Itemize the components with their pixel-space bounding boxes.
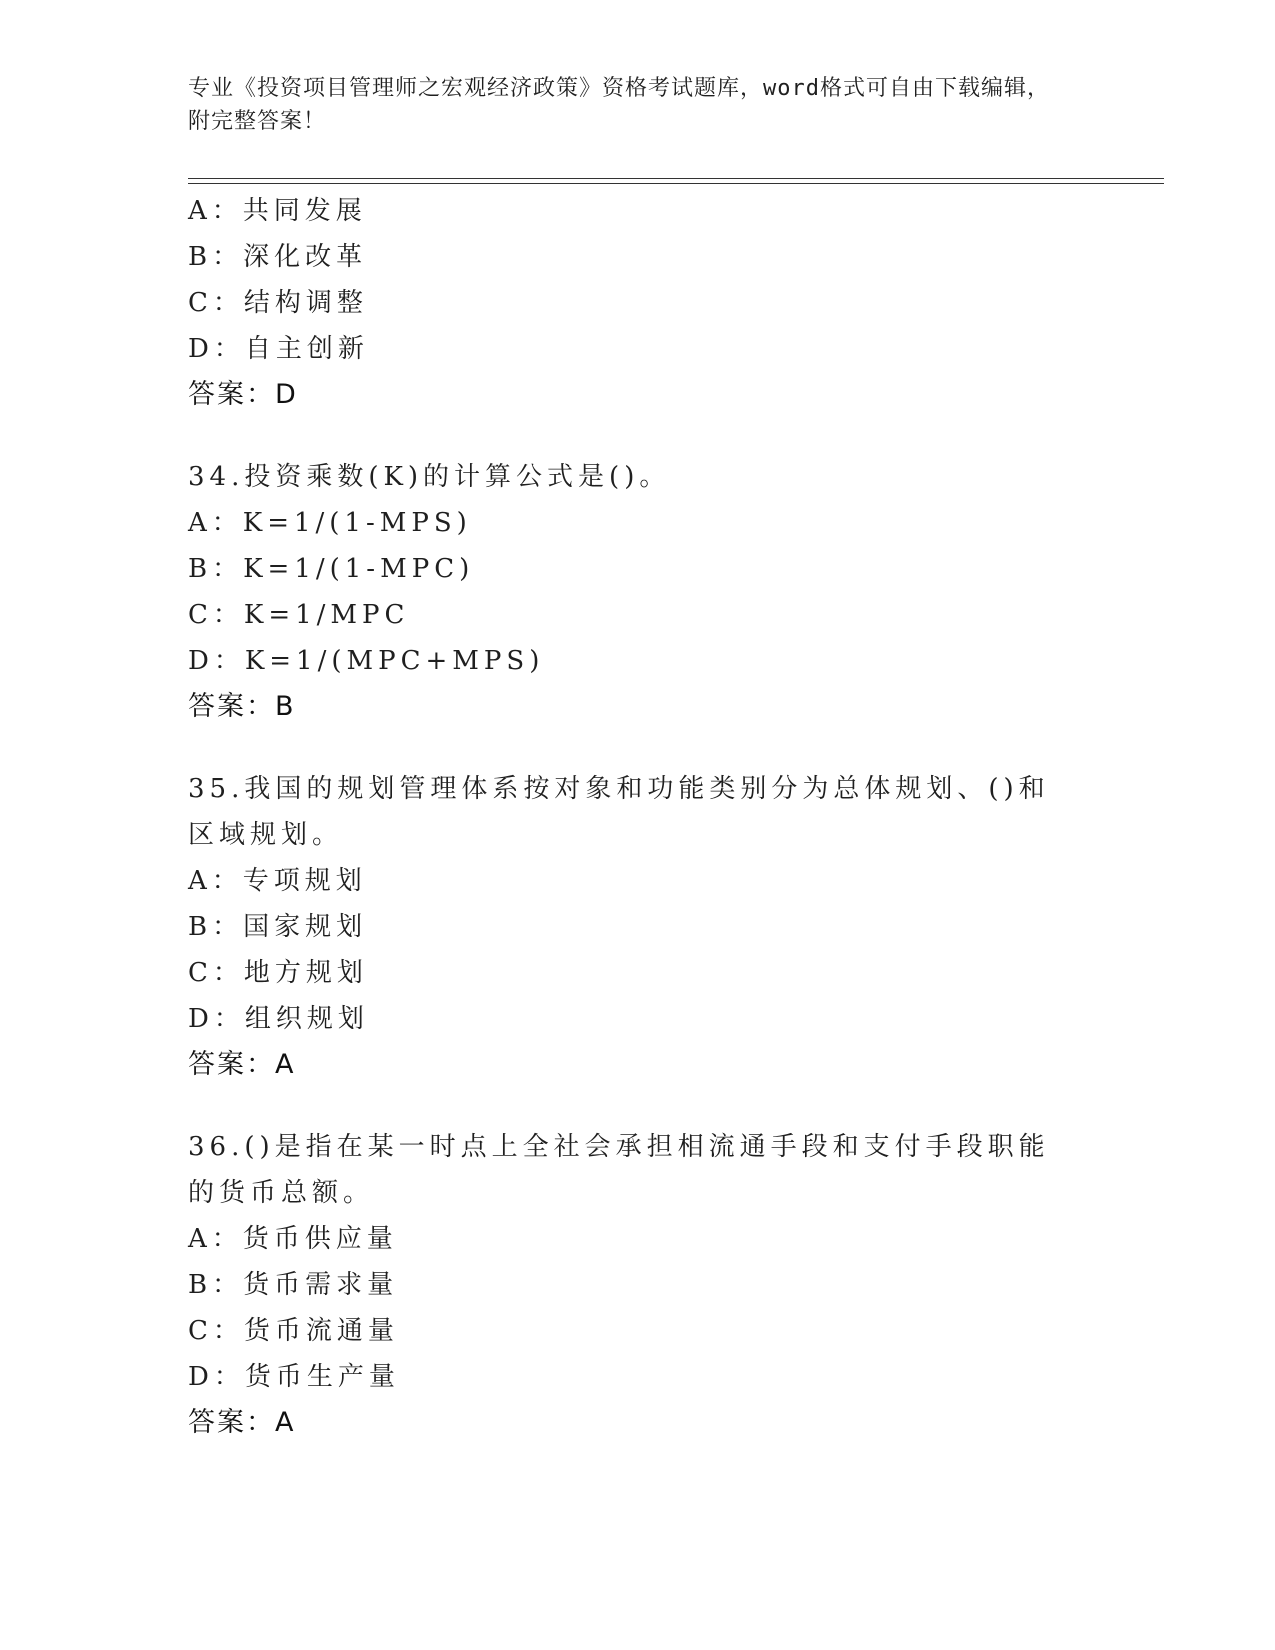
- question-spacer: [188, 418, 1088, 454]
- answer-line: 答案：A: [188, 1407, 296, 1438]
- option-a: A：专项规划: [188, 866, 367, 896]
- option-d: D：自主创新: [188, 334, 369, 364]
- option-c: C：K=1/MPC: [188, 600, 410, 630]
- question-stem: 36.()是指在某一时点上全社会承担相流通手段和支付手段职能的货币总额。: [188, 1132, 1050, 1208]
- option-d: D：K=1/(MPC+MPS): [188, 646, 545, 676]
- question-stem: 35.我国的规划管理体系按对象和功能类别分为总体规划、()和区域规划。: [188, 774, 1050, 850]
- option-c: C：地方规划: [188, 958, 368, 988]
- option-a: A：K=1/(1-MPS): [188, 508, 472, 538]
- option-d: D：货币生产量: [188, 1362, 400, 1392]
- question-spacer: [188, 1088, 1088, 1124]
- question-stem: 34.投资乘数(K)的计算公式是()。: [188, 462, 671, 492]
- option-a: A：共同发展: [188, 196, 367, 226]
- header-rule-bottom: [188, 183, 1164, 184]
- option-b: B：国家规划: [188, 912, 368, 942]
- answer-line: 答案：D: [188, 379, 298, 410]
- option-b: B：K=1/(1-MPC): [188, 554, 475, 584]
- question-36: [188, 1124, 1088, 1446]
- option-a: A：货币供应量: [188, 1224, 398, 1254]
- option-c: C：结构调整: [188, 288, 368, 318]
- question-35: [188, 766, 1088, 1088]
- option-c: C：货币流通量: [188, 1316, 399, 1346]
- option-b: B：货币需求量: [188, 1270, 399, 1300]
- answer-line: 答案：B: [188, 691, 296, 722]
- question-list: [188, 188, 1088, 1446]
- option-d: D：组织规划: [188, 1004, 369, 1034]
- question-33: [188, 188, 1088, 418]
- question-spacer: [188, 730, 1088, 766]
- answer-line: 答案：A: [188, 1049, 296, 1080]
- header-rule-top: [188, 178, 1164, 179]
- document-header: 专业《投资项目管理师之宏观经济政策》资格考试题库，word格式可自由下载编辑，附完整答案！: [188, 76, 1050, 134]
- question-34: [188, 454, 1088, 730]
- option-b: B：深化改革: [188, 242, 368, 272]
